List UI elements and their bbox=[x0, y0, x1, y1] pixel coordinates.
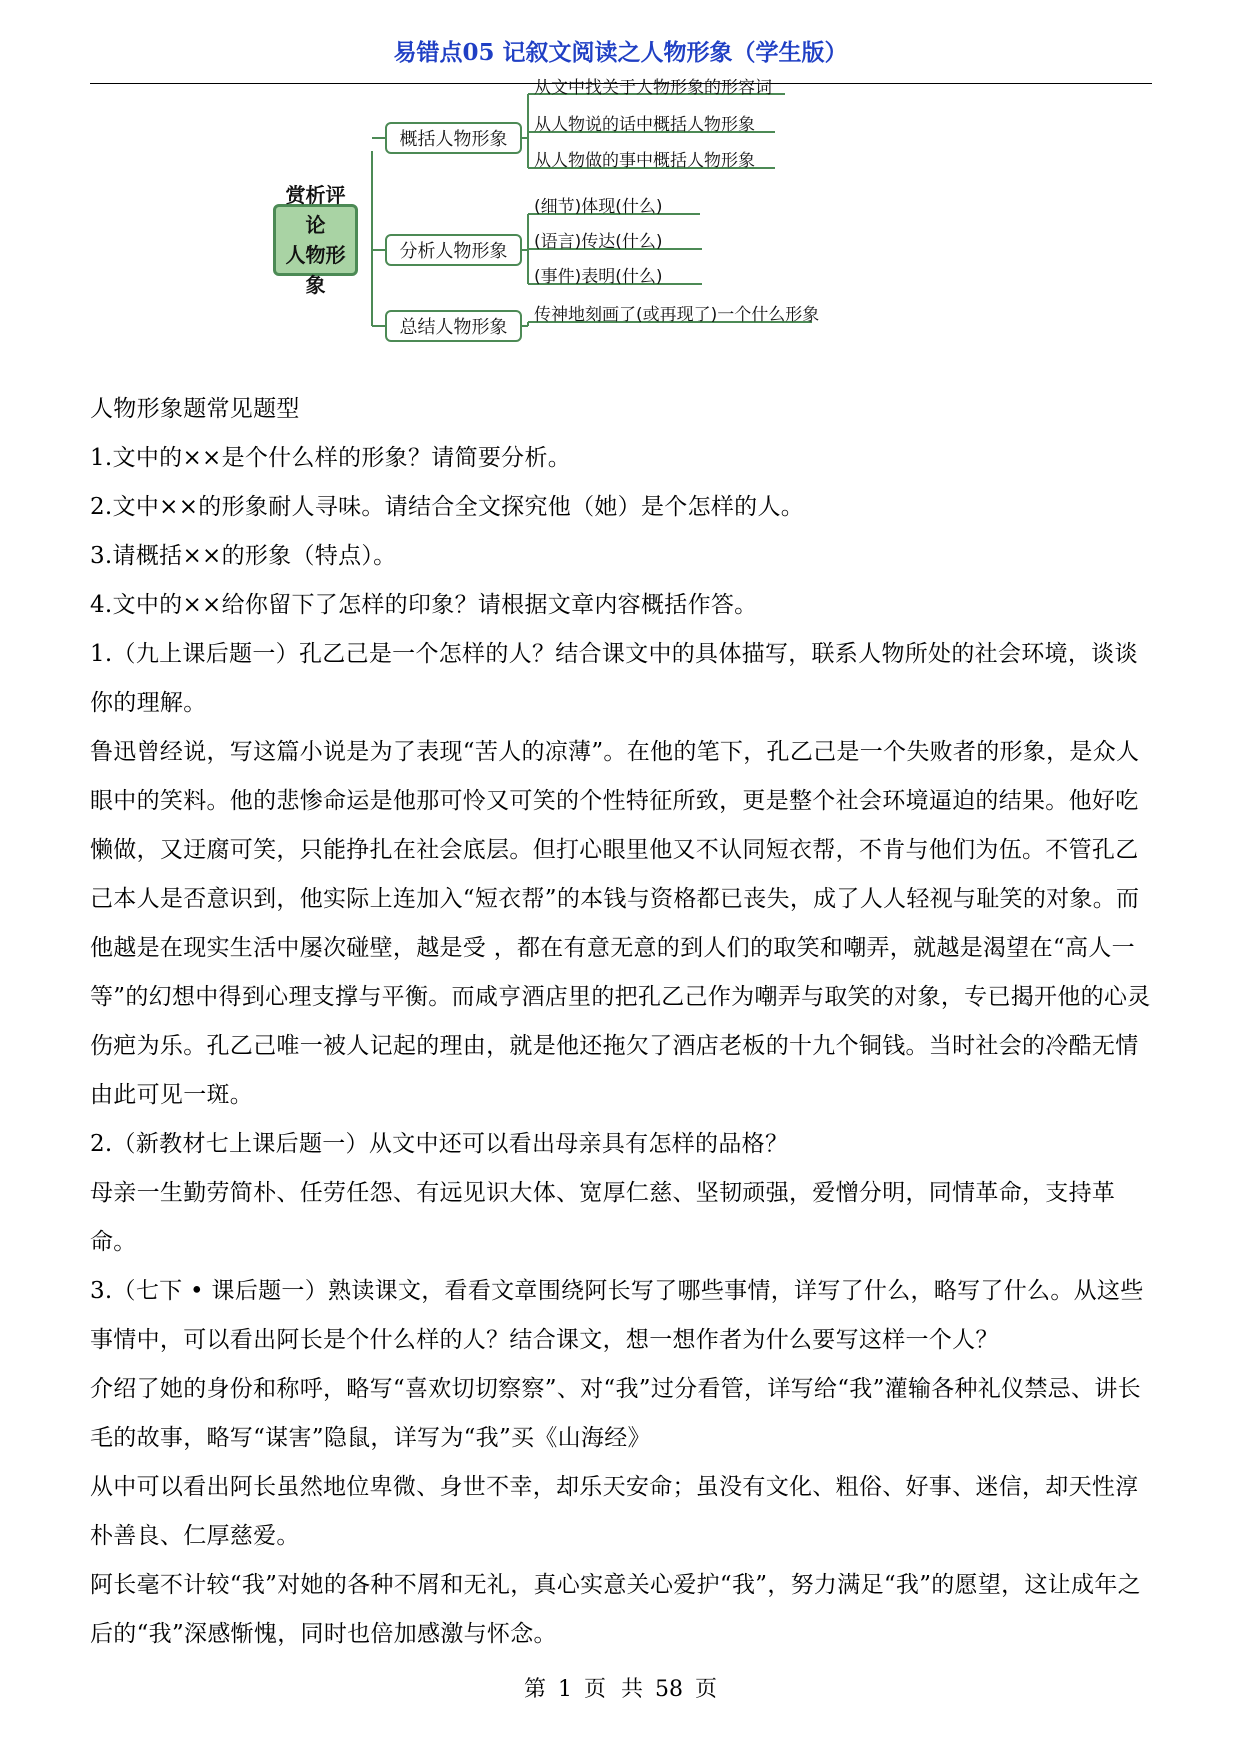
question-type-3: 3.请概括××的形象（特点）。 bbox=[90, 543, 397, 569]
leaf-summarize-3: 从人物做的事中概括人物形象 bbox=[534, 151, 755, 171]
page-header-title: 易错点05 记叙文阅读之人物形象（学生版） bbox=[393, 39, 848, 66]
leaf-summarize-2: 从人物说的话中概括人物形象 bbox=[534, 115, 755, 135]
section-heading: 人物形象题常见题型 bbox=[90, 396, 300, 422]
mind-map bbox=[285, 78, 940, 386]
footer-middle: 页 共 bbox=[584, 1677, 643, 1702]
document-body bbox=[90, 385, 1152, 1659]
branch-analyze bbox=[385, 234, 522, 266]
exercise-1-question: 1.（九上课后题一）孔乙己是一个怎样的人？结合课文中的具体描写，联系人物所处的社会环境，谈谈你的理解。 bbox=[90, 641, 1138, 716]
exercise-2-answer: 母亲一生勤劳简朴、任劳任怨、有远见识大体、宽厚仁慈、坚韧顽强，爱憎分明，同情革命，支持革命。 bbox=[90, 1180, 1116, 1255]
leaf-analyze-2: (语言)传达(什么) bbox=[534, 232, 663, 252]
leaf-conclude-1: 传神地刻画了(或再现了)一个什么形象 bbox=[534, 305, 820, 325]
exercise-2-question: 2.（新教材七上课后题一）从文中还可以看出母亲具有怎样的品格？ bbox=[90, 1131, 789, 1157]
branch-conclude bbox=[385, 310, 522, 342]
mind-map-root-label: 赏析评论 人物形象 bbox=[285, 183, 346, 297]
question-type-1: 1.文中的××是个什么样的形象？请简要分析。 bbox=[90, 445, 572, 471]
leaf-summarize-1: 从文中找关于人物形象的形容词 bbox=[534, 78, 772, 98]
mind-map-root bbox=[273, 183, 358, 297]
exercise-3-answer-part-2: 从中可以看出阿长虽然地位卑微、身世不幸，却乐天安命；虽没有文化、粗俗、好事、迷信，却天性淳朴善良、仁厚慈爱。 bbox=[90, 1474, 1139, 1549]
question-type-2: 2.文中××的形象耐人寻味。请结合全文探究他（她）是个怎样的人。 bbox=[90, 494, 805, 520]
leaf-analyze-1: (细节)体现(什么) bbox=[534, 197, 663, 217]
branch-summarize bbox=[385, 122, 522, 154]
exercise-3-question: 3.（七下 • 课后题一）熟读课文，看看文章围绕阿长写了哪些事情，详写了什么，略写了什么。从这些事情中，可以看出阿长是个什么样的人？结合课文，想一想作者为什么要写这样一个人？ bbox=[90, 1278, 1144, 1353]
branch-summarize-label: 概括人物形象 bbox=[399, 129, 508, 150]
footer-prefix: 第 bbox=[523, 1677, 546, 1702]
exercise-1-answer: 鲁迅曾经说，写这篇小说是为了表现“苦人的凉薄”。在他的笔下，孔乙己是一个失败者的形象，是众人眼中的笑料。他的悲惨命运是他那可怜又可笑的个性特征所致，更是整个社会环境逼迫的结果。他好吃懒做，又迂腐可笑，只能挣扎在社会底层。但打心眼里他又不认同短衣帮，不肯与他们为伍。不管孔乙己本人是否意识到，他实际上连加入“短衣帮”的本钱与资格都已丧失，成了人人轻视与耻笑的对象。而他越是在现实生活中屡次碰壁，越是受 ，都在有意无意的到人们的取笑和嘲弄，就越是渴望在“高人一等”的幻想中得到心理支撑与平衡。而咸亨酒店里的把孔乙己作为嘲弄与取笑的对象，专已揭开他的心灵伤疤为乐。孔乙己唯一被人记起的理由，就是他还拖欠了酒店老板的十九个铜钱。当时社会的冷酷无情由此可见一斑。 bbox=[90, 739, 1151, 1108]
footer-total-pages: 58 bbox=[655, 1677, 683, 1702]
branch-conclude-label: 总结人物形象 bbox=[399, 317, 508, 338]
branch-analyze-label: 分析人物形象 bbox=[399, 241, 508, 262]
page-footer bbox=[0, 1672, 1241, 1703]
exercise-3-answer-part-1: 介绍了她的身份和称呼，略写“喜欢切切察察”、对“我”过分看管，详写给“我”灌输各种礼仪禁忌、讲长毛的故事，略写“谋害”隐鼠，详写为“我”买《山海经》 bbox=[90, 1376, 1141, 1451]
leaf-analyze-3: (事件)表明(什么) bbox=[534, 267, 663, 287]
question-type-4: 4.文中的××给你留下了怎样的印象？请根据文章内容概括作答。 bbox=[90, 592, 758, 618]
footer-suffix: 页 bbox=[695, 1677, 718, 1702]
footer-page-number: 1 bbox=[558, 1677, 572, 1702]
exercise-3-answer-part-3: 阿长毫不计较“我”对她的各种不屑和无礼，真心实意关心爱护“我”，努力满足“我”的愿望，这让成年之后的“我”深感惭愧，同时也倍加感激与怀念。 bbox=[90, 1572, 1141, 1647]
